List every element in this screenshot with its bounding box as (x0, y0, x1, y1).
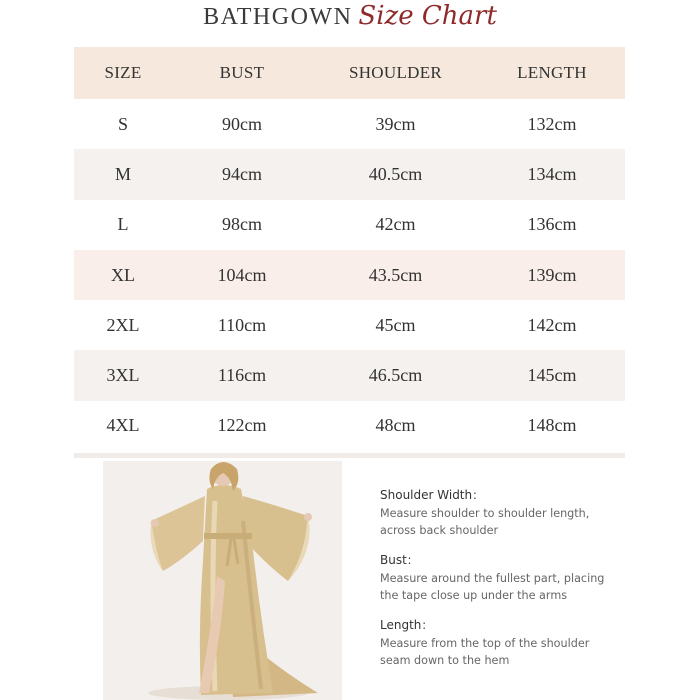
table-header-row (74, 47, 625, 99)
cell-bust: 98cm (222, 214, 262, 235)
model-photo (103, 461, 342, 700)
cell-bust: 94cm (222, 163, 262, 184)
cell-length: 134cm (527, 163, 577, 184)
robe-illustration (103, 461, 342, 700)
cell-shoulder: 46.5cm (368, 365, 423, 386)
cell-shoulder: 42cm (375, 214, 416, 235)
table-row (74, 99, 625, 149)
note-body: Measure from the top of the shoulder seam down to the hem (380, 637, 590, 667)
note-title: Shoulder Width： (380, 488, 485, 502)
header-length: LENGTH (517, 63, 587, 82)
cell-bust: 122cm (217, 415, 267, 436)
cell-shoulder: 39cm (375, 113, 416, 134)
note-body: Measure around the fullest part, placing the tape close up under the arms (380, 572, 605, 602)
title-script: Size Chart (358, 1, 497, 31)
header-bust: BUST (219, 63, 265, 82)
page-title (0, 0, 700, 36)
cell-size: S (117, 113, 128, 134)
table-row (74, 350, 625, 400)
cell-size: 2XL (106, 314, 140, 335)
cell-bust: 104cm (217, 264, 267, 285)
cell-length: 136cm (527, 214, 577, 235)
note-title: Length： (380, 618, 434, 632)
cell-length: 148cm (527, 415, 577, 436)
cell-shoulder: 45cm (375, 314, 416, 335)
header-shoulder: SHOULDER (348, 63, 443, 82)
note-shoulder-width (380, 486, 620, 539)
size-table (74, 47, 625, 451)
cell-length: 145cm (527, 365, 577, 386)
note-length (380, 616, 620, 669)
table-row (74, 401, 625, 451)
title-main: BATHGOWN (203, 4, 353, 30)
table-row (74, 200, 625, 250)
cell-shoulder: 43.5cm (368, 264, 423, 285)
table-row (74, 250, 625, 300)
cell-bust: 116cm (217, 365, 267, 386)
section-divider (74, 453, 625, 458)
cell-bust: 90cm (222, 113, 262, 134)
cell-shoulder: 48cm (375, 415, 416, 436)
cell-size: 4XL (106, 415, 140, 436)
header-size: SIZE (104, 63, 142, 82)
table-row (74, 149, 625, 199)
cell-size: 3XL (106, 365, 140, 386)
cell-shoulder: 40.5cm (368, 163, 423, 184)
cell-length: 139cm (527, 264, 577, 285)
cell-length: 142cm (527, 314, 577, 335)
cell-size: L (117, 214, 129, 235)
note-body: Measure shoulder to shoulder length, across back shoulder (380, 507, 590, 537)
note-bust (380, 551, 620, 604)
cell-bust: 110cm (217, 314, 267, 335)
table-row (74, 300, 625, 350)
measurement-notes (380, 486, 620, 681)
cell-length: 132cm (527, 113, 577, 134)
cell-size: XL (111, 264, 135, 285)
cell-size: M (114, 163, 131, 184)
note-title: Bust： (380, 553, 419, 567)
